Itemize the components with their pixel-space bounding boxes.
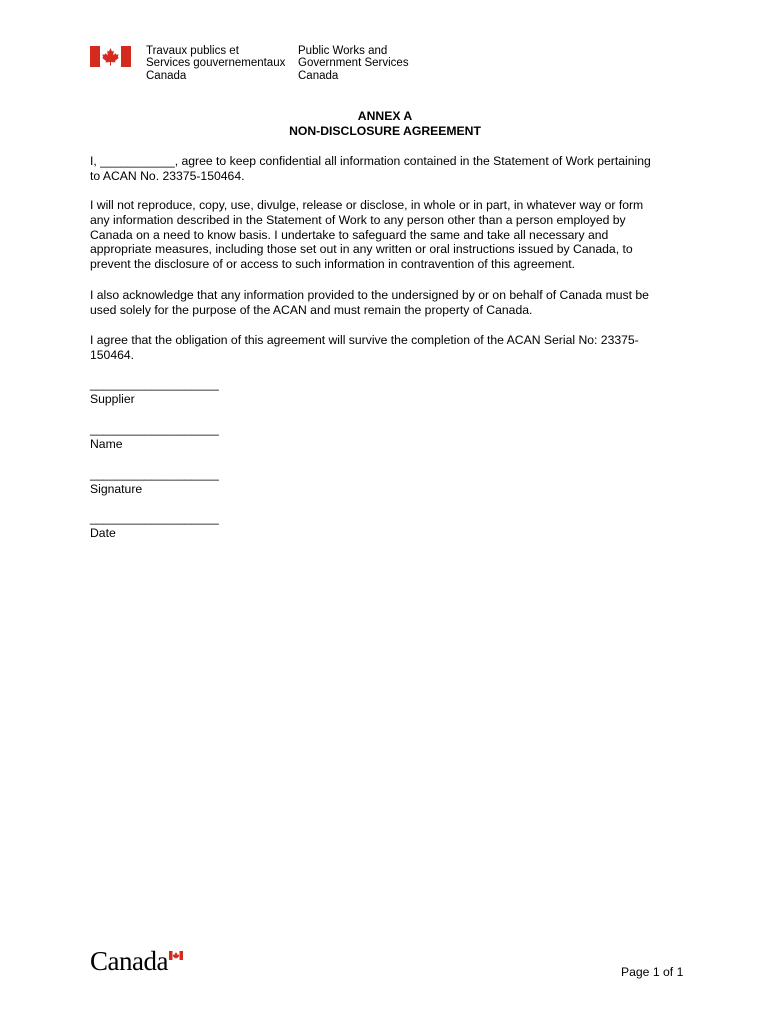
dept-en-line-3: Canada	[298, 69, 339, 82]
signature-line: ___________________	[90, 511, 219, 525]
dept-fr-line-1: Travaux publics et	[146, 45, 239, 57]
signature-block-date	[90, 511, 219, 541]
paragraph-line: Canada on a need to know basis. I undertake to safeguard the same and take all necessary and	[90, 227, 609, 242]
paragraph-line: to ACAN No. 23375-150464.	[90, 168, 245, 183]
signature-label: Signature	[90, 481, 143, 496]
page-number: Page 1 of 1	[621, 965, 684, 979]
signature-block-supplier	[90, 377, 219, 407]
paragraph-line: I will not reproduce, copy, use, divulge, release or disclose, in whole or in part, in whatever way or form	[90, 198, 644, 212]
date-label: Date	[90, 525, 116, 540]
paragraph-line: prevent the disclosure of or access to such information in contravention of this agreement.	[90, 257, 576, 272]
dept-en-line-2: Government Services	[298, 57, 409, 70]
department-name-french	[146, 45, 285, 82]
dept-en-line-1: Public Works and	[298, 45, 388, 57]
paragraph-line: used solely for the purpose of the ACAN and must remain the property of Canada.	[90, 302, 533, 317]
annex-title: ANNEX A	[357, 109, 413, 123]
agreement-title: NON-DISCLOSURE AGREEMENT	[289, 124, 481, 138]
paragraph-acknowledgement	[90, 288, 690, 318]
supplier-label: Supplier	[90, 391, 135, 406]
dept-fr-line-2: Services gouvernementaux	[146, 57, 286, 70]
signature-line: ___________________	[90, 467, 219, 481]
signature-block-signature	[90, 467, 219, 497]
signature-block-name	[90, 422, 219, 452]
signature-line: ___________________	[90, 377, 219, 391]
paragraph-line: appropriate measures, including those set out in any written or oral instructions issued by Canada, to	[90, 242, 633, 257]
paragraph-line: I also acknowledge that any information provided to the undersigned by or on behalf of Canada must be	[90, 288, 649, 302]
canada-flag-icon	[90, 46, 131, 67]
paragraph-line: any information described in the Statement of Work to any person other than a person employed by	[90, 212, 626, 227]
wordmark-flag-icon	[169, 951, 183, 960]
paragraph-line: I, ___________, agree to keep confidential all information contained in the Statement of Work pertaining	[90, 154, 651, 168]
dept-fr-line-3: Canada	[146, 69, 187, 82]
signature-line: ___________________	[90, 422, 219, 436]
paragraph-confidentiality	[90, 154, 690, 184]
department-name-english	[298, 45, 409, 82]
paragraph-non-disclosure	[90, 198, 690, 272]
paragraph-line: I agree that the obligation of this agreement will survive the completion of the ACAN Serial No: 23375-	[90, 333, 639, 347]
paragraph-line: 150464.	[90, 347, 135, 362]
canada-wordmark: Canada	[90, 946, 168, 976]
paragraph-obligation	[90, 333, 690, 363]
name-label: Name	[90, 436, 123, 451]
